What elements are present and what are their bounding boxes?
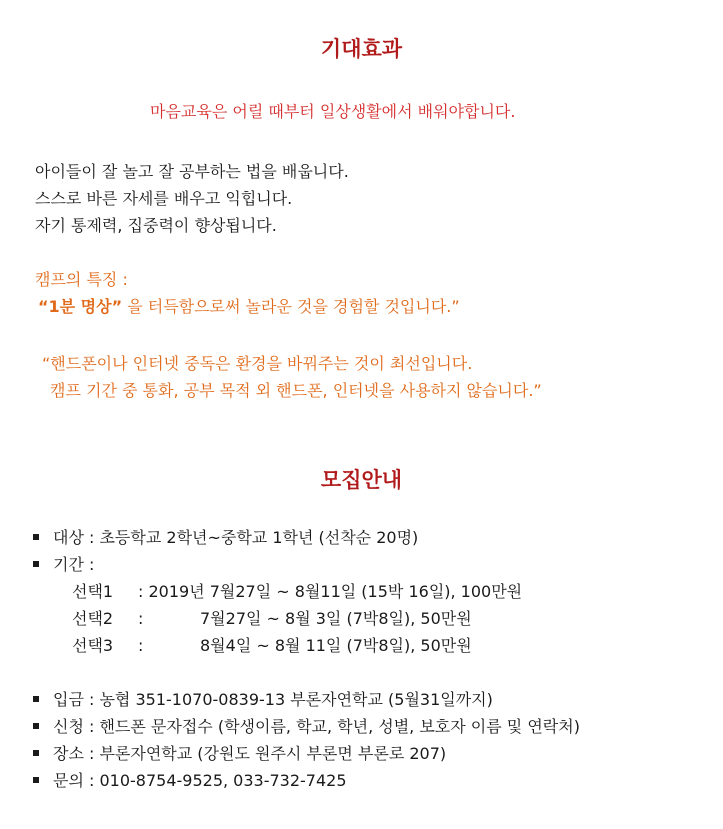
option-name: 선택3 (72, 636, 114, 655)
option-dates: 7월27일 ~ 8월 3일 (7박8일), 50만원 (200, 609, 472, 628)
quote-line-2: 캠프 기간 중 통화, 공부 목적 외 핸드폰, 인터넷을 사용하지 않습니다.” (50, 381, 542, 400)
feature-label: 캠프의 특징 : (35, 270, 128, 289)
option-sep: : (138, 636, 144, 655)
recruit-place: 장소 : 부론자연학교 (강원도 원주시 부론면 부론로 207) (33, 744, 446, 764)
option-name: 선택2 (72, 609, 114, 628)
option-row-3 (72, 636, 472, 656)
effects-headline: 마음교육은 어릴 때부터 일상생활에서 배워야합니다. (150, 102, 516, 121)
effects-title: 기대효과 (320, 36, 403, 61)
option-sep: : (138, 609, 144, 628)
recruit-apply: 신청 : 핸드폰 문자접수 (학생이름, 학교, 학년, 성별, 보호자 이름 및 연락처) (33, 717, 580, 737)
option-dates: 8월4일 ~ 8월 11일 (7박8일), 50만원 (200, 636, 472, 655)
recruit-title: 모집안내 (320, 467, 403, 492)
option-row-1 (72, 582, 522, 602)
option-row-2 (72, 609, 472, 629)
effect-line-3: 자기 통제력, 집중력이 향상됩니다. (35, 216, 277, 235)
recruit-deposit: 입금 : 농협 351-1070-0839-13 부론자연학교 (5월31일까지) (33, 690, 493, 710)
recruit-contact: 문의 : 010-8754-9525, 033-732-7425 (33, 771, 347, 791)
recruit-period-label: 기간 : (33, 555, 94, 575)
option-sep: : (138, 582, 144, 601)
option-name: 선택1 (72, 582, 114, 601)
feature-highlight: “1분 명상” (38, 297, 123, 316)
quote-line-1: “핸드폰이나 인터넷 중독은 환경을 바꿔주는 것이 최선입니다. (42, 354, 473, 373)
feature-rest: 을 터득함으로써 놀라운 것을 경험할 것입니다.” (122, 297, 460, 316)
recruit-target: 대상 : 초등학교 2학년~중학교 1학년 (선착순 20명) (33, 528, 418, 548)
effect-line-1: 아이들이 잘 놀고 잘 공부하는 법을 배웁니다. (35, 162, 349, 181)
effect-line-2: 스스로 바른 자세를 배우고 익힙니다. (35, 189, 293, 208)
feature-line (38, 297, 460, 317)
option-dates: 2019년 7월27일 ~ 8월11일 (15박 16일), 100만원 (148, 582, 523, 601)
